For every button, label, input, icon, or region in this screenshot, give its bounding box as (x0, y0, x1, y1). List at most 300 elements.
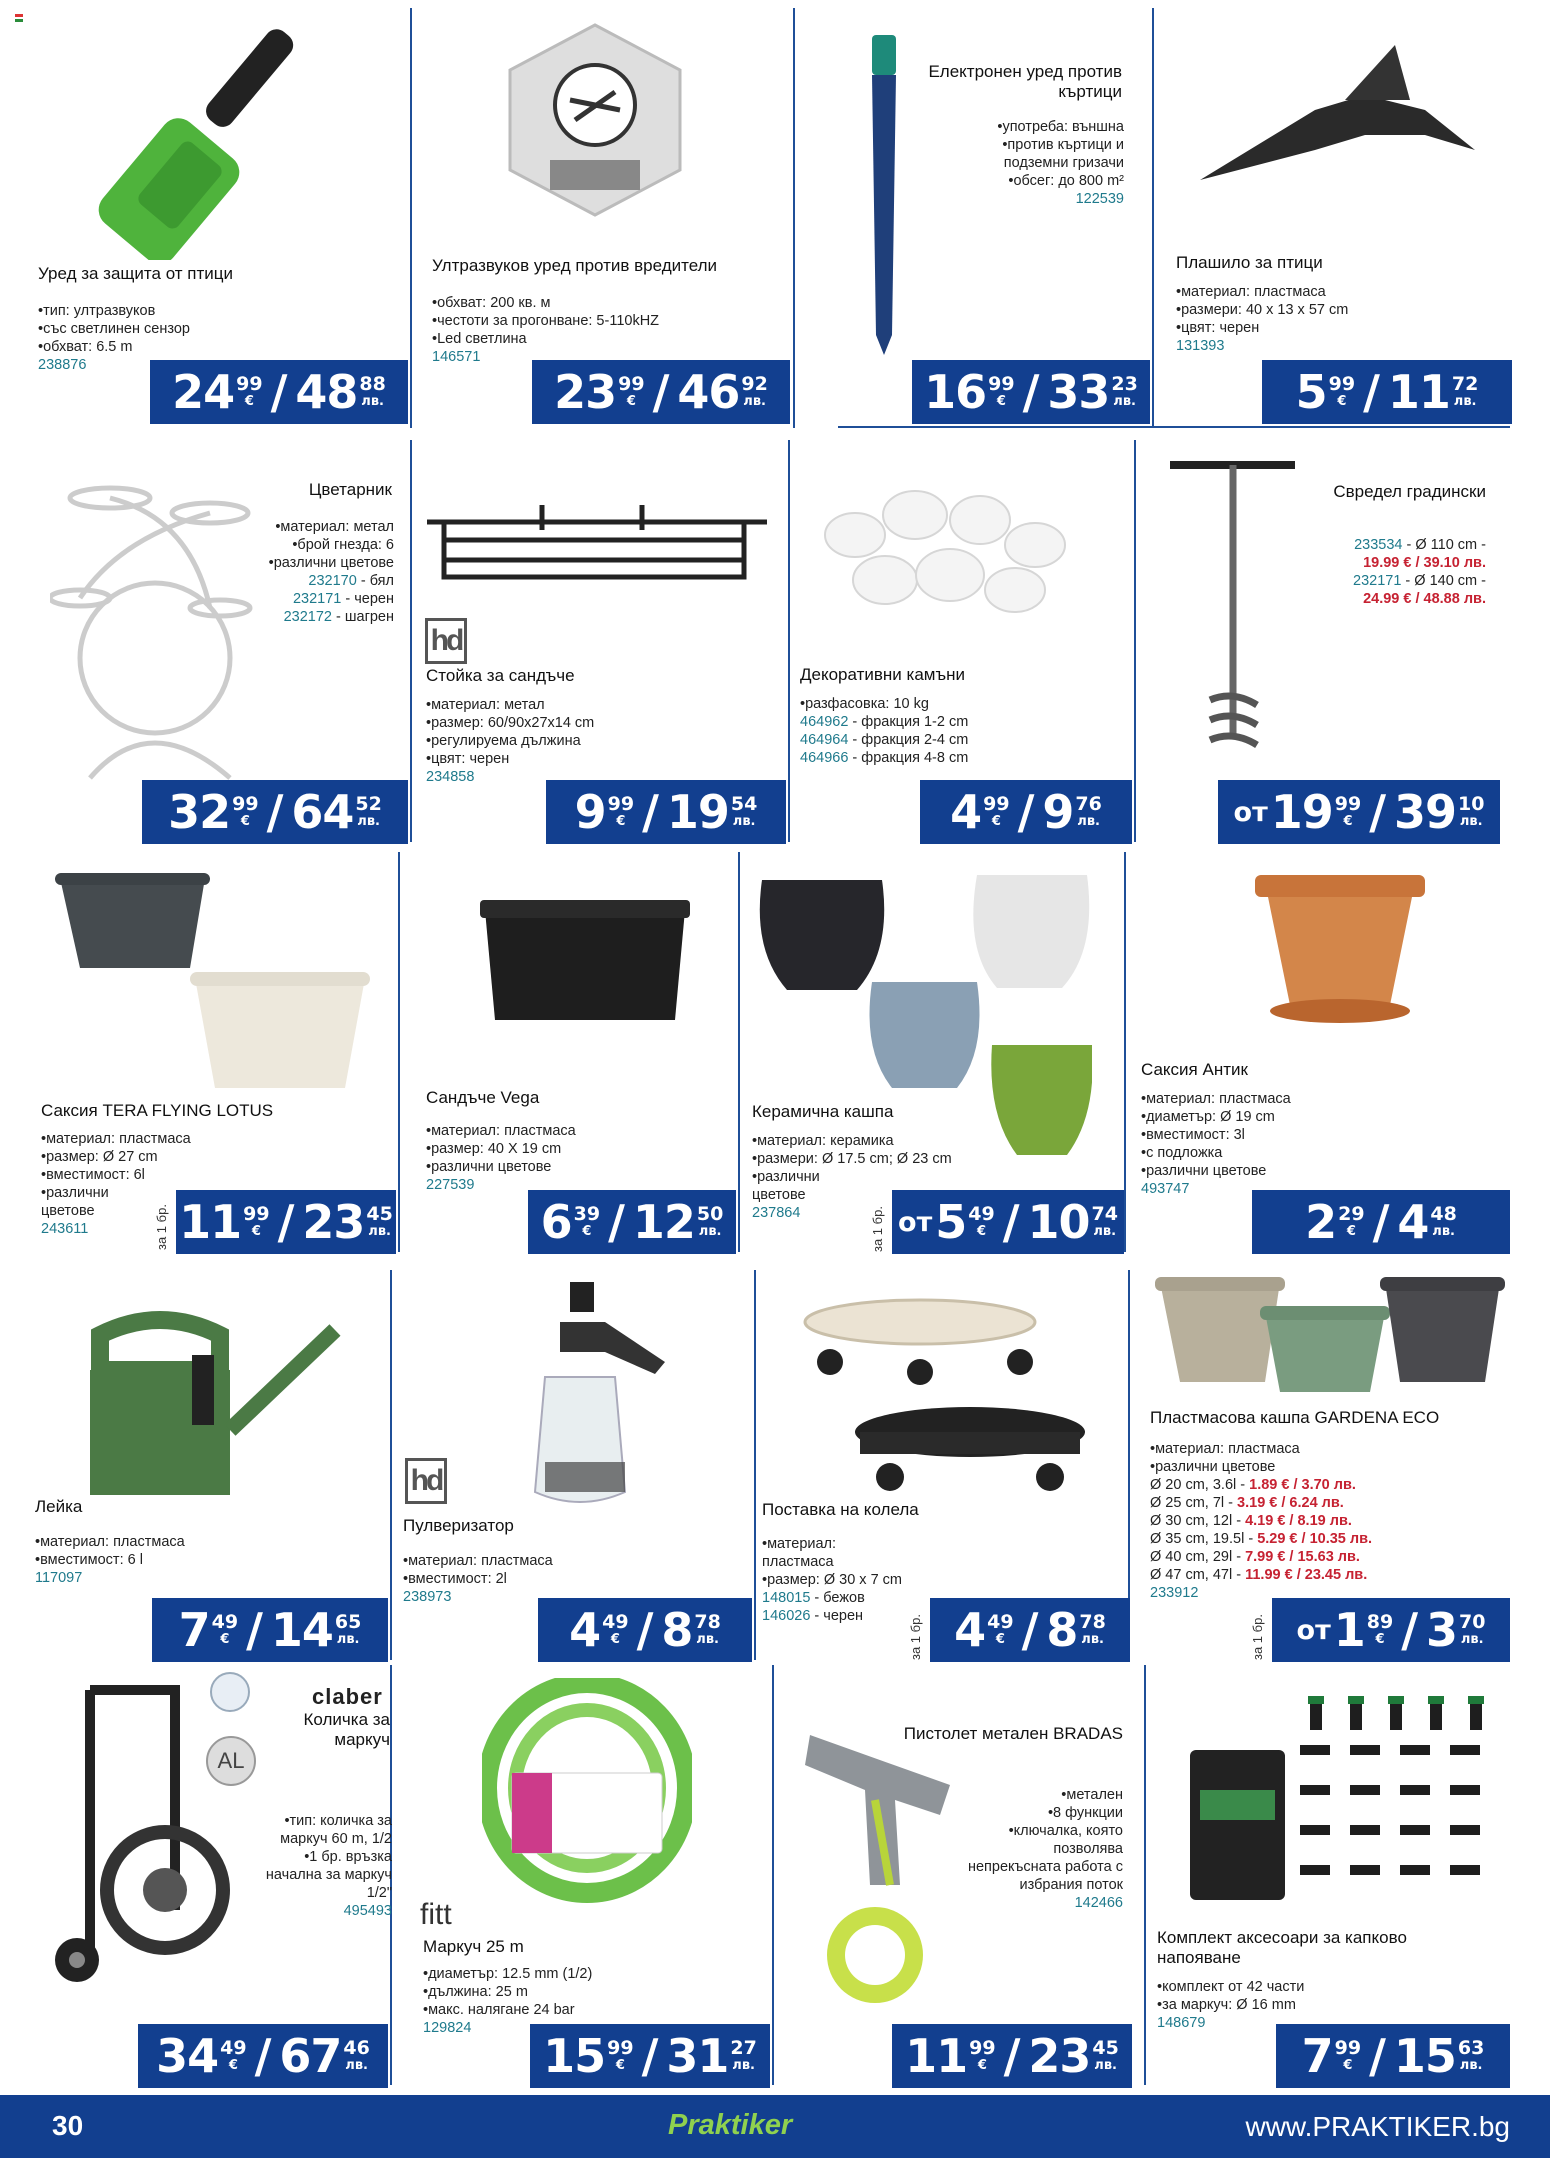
spec-line: •честоти за прогонване: 5-110kHZ (432, 313, 660, 329)
price-bgn-cents: 78 (1079, 1611, 1106, 1633)
currency-bgn: лв. (1459, 2058, 1483, 2073)
product-code: 148015 (762, 1590, 811, 1606)
price-bgn-cents: 78 (694, 1611, 721, 1633)
product-name: Маркуч 25 m (423, 1937, 524, 1956)
product-code: 464964 (800, 732, 849, 748)
website-link[interactable]: www.PRAKTIKER.bg (1245, 2111, 1510, 2142)
brand-hd-logo: hd (425, 618, 467, 664)
price-bgn-cents: 50 (696, 1203, 724, 1225)
variant-price: 19.99 € / 39.10 лв. (1363, 555, 1486, 571)
variant-label: - черен (341, 591, 394, 607)
spec-line: •материал: пластмаса (1141, 1091, 1291, 1107)
variant-price: 1.89 € / 3.70 лв. (1249, 1477, 1356, 1493)
price-bgn: 46 (677, 365, 740, 419)
per-unit-label: за 1 бр. (154, 1204, 169, 1250)
price-bgn: 3 (1426, 1603, 1458, 1657)
spec-line: •ключалка, която позволява непрекъсната работа с избрания поток (967, 1823, 1123, 1893)
variant-label: Ø 35 cm, 19.5l - (1150, 1531, 1258, 1547)
divider (410, 440, 412, 842)
spec-line: •вместимост: 6 l (35, 1552, 143, 1568)
price-bgn-cents: 27 (730, 2037, 757, 2059)
currency-bgn: лв. (336, 1632, 360, 1647)
divider (838, 426, 1510, 428)
spec-line: •метален (1061, 1787, 1123, 1803)
price-bgn: 64 (291, 785, 354, 839)
divider (772, 1665, 774, 2085)
variant-price: 3.19 € / 6.24 лв. (1237, 1495, 1344, 1511)
price-bgn: 8 (1046, 1603, 1078, 1657)
spec-line: •материал: пластмаса (403, 1553, 553, 1569)
variant-label: Ø 30 cm, 12l - (1150, 1513, 1246, 1529)
variant-label: - бежов (810, 1590, 865, 1606)
price-eur-cents: 99 (1334, 793, 1362, 815)
currency-eur: € (1343, 2058, 1353, 2073)
product-specs (1176, 283, 1506, 355)
price-bgn-cents: 46 (343, 2037, 370, 2059)
aluminium-badge-icon: AL (206, 1736, 256, 1786)
hose-cart-image (55, 1680, 245, 1990)
spec-line: •различни цветове (426, 1159, 552, 1175)
currency-eur: € (244, 394, 254, 409)
currency-eur: € (995, 1632, 1005, 1647)
currency-eur: € (1343, 814, 1353, 829)
price-bgn: 48 (295, 365, 358, 419)
product-code: 146571 (432, 349, 481, 365)
price-eur: 1 (1333, 1603, 1365, 1657)
spec-line: •комплект от 42 части (1157, 1979, 1305, 1995)
price-tag: 9 99 € / 19 54 лв. (546, 780, 786, 844)
spec-line: •обсег: до 800 m² (1008, 173, 1124, 189)
product-name: Комплект аксесоари за капково напояване (1157, 1928, 1407, 1967)
price-bgn-cents: 88 (359, 373, 386, 395)
plant-caddy-image (800, 1292, 1090, 1497)
divider (754, 1270, 756, 1660)
spec-line: •обхват: 6.5 m (38, 339, 133, 355)
variant-price: 11.99 € / 23.45 лв. (1245, 1567, 1368, 1583)
price-tag: 4 99 € / 9 76 лв. (920, 780, 1132, 844)
currency-bgn: лв. (1113, 394, 1136, 409)
spec-line: •различни цветове (268, 555, 394, 571)
price-tag: 11 99 € / 23 45 лв. (892, 2024, 1132, 2088)
price-tag: 7 49 € / 14 65 лв. (152, 1598, 388, 1662)
currency-eur: € (1346, 1224, 1356, 1239)
product-code: 129824 (423, 2020, 472, 2036)
product-code: 234858 (426, 769, 475, 785)
product-specs (432, 294, 792, 366)
product-name: Плашило за птици (1176, 253, 1323, 272)
spec-line: •8 функции (1047, 1805, 1123, 1821)
currency-bgn: лв. (1094, 2058, 1117, 2073)
variant-label: Ø 25 cm, 7l - (1150, 1495, 1238, 1511)
product-code: 232170 (308, 573, 357, 589)
price-tag: 6 39 € / 12 50 лв. (528, 1190, 736, 1254)
currency-bgn: лв. (732, 814, 756, 829)
brand-fitt-logo: fitt (420, 1898, 452, 1931)
currency-eur: € (582, 1224, 592, 1239)
price-eur-cents: 99 (983, 793, 1010, 815)
price-eur-cents: 49 (211, 1611, 239, 1633)
spec-line: •употреба: външна (997, 119, 1124, 135)
flag-mark (15, 14, 23, 22)
price-tag: 2 29 € / 4 48 лв. (1252, 1190, 1510, 1254)
tera-pots-image (55, 868, 375, 1093)
variant-label: Ø 47 cm, 47l - (1150, 1567, 1246, 1583)
spec-line: •цвят: черен (1176, 320, 1260, 336)
spec-line: •със светлинен сензор (38, 321, 190, 337)
variant-label: - фракция 2-4 cm (848, 732, 969, 748)
product-specs (240, 518, 394, 626)
currency-bgn: лв. (1460, 1632, 1484, 1647)
product-code: 148679 (1157, 2015, 1206, 2031)
product-code: 233912 (1150, 1585, 1199, 1601)
price-eur: 32 (168, 785, 231, 839)
currency-eur: € (976, 1224, 986, 1239)
product-name: Саксия Антик (1141, 1060, 1248, 1079)
decorative-stones-image (815, 475, 1075, 625)
spec-line: •тип: количка за маркуч 60 m, 1/2 (280, 1813, 392, 1847)
price-eur: 4 (569, 1603, 601, 1657)
product-specs (426, 696, 776, 786)
currency-bgn: лв. (1077, 814, 1100, 829)
currency-eur: € (251, 1224, 261, 1239)
spec-line: •вместимост: 6l (41, 1167, 145, 1183)
price-bgn: 11 (1387, 365, 1450, 419)
per-unit-label: за 1 бр. (1250, 1614, 1265, 1660)
currency-bgn: лв. (1453, 394, 1477, 409)
spec-line: •материал: пластмаса (35, 1534, 185, 1550)
price-eur: 24 (172, 365, 235, 419)
spec-line: •различни цветове (1150, 1459, 1276, 1475)
price-bgn: 31 (666, 2029, 729, 2083)
price-bgn: 19 (666, 785, 729, 839)
currency-eur: € (610, 1632, 620, 1647)
price-bgn: 23 (1028, 2029, 1091, 2083)
product-code: 237864 (752, 1205, 801, 1221)
price-eur: 34 (156, 2029, 219, 2083)
price-eur-cents: 99 (988, 373, 1015, 395)
variant-price: 7.99 € / 15.63 лв. (1245, 1549, 1360, 1565)
currency-bgn: лв. (357, 814, 380, 829)
spec-line: •диаметър: 12.5 mm (1/2) (423, 1966, 593, 1982)
currency-bgn: лв. (1093, 1224, 1117, 1239)
price-bgn-cents: 92 (741, 373, 768, 395)
variant-label: - бял (356, 573, 394, 589)
product-name: Керамична кашпа (752, 1102, 894, 1121)
product-name: Пластмасова кашпа GARDENA ECO (1150, 1408, 1440, 1427)
brand-claber-logo: claber (312, 1684, 383, 1709)
spec-line: •цвят: черен (426, 751, 510, 767)
spec-line: •дължина: 25 m (423, 1984, 528, 2000)
spec-line: •различни цветове (1141, 1163, 1267, 1179)
price-bgn: 12 (632, 1195, 695, 1249)
variant-label: - фракция 1-2 cm (848, 714, 969, 730)
spec-line: •размер: 60/90x27x14 cm (426, 715, 595, 731)
spec-line: •размер: Ø 27 cm (41, 1149, 158, 1165)
price-eur: 9 (574, 785, 606, 839)
price-bgn-cents: 63 (1457, 2037, 1485, 2059)
product-specs (952, 118, 1124, 208)
price-tag: 7 99 € / 15 63 лв. (1276, 2024, 1510, 2088)
product-specs (262, 1812, 392, 1920)
garden-hose-image (482, 1678, 692, 1908)
antique-pot-image (1250, 875, 1430, 1025)
price-eur-cents: 99 (243, 1203, 270, 1225)
divider (1152, 8, 1154, 428)
divider (738, 852, 740, 1252)
bird-repeller-image (85, 25, 315, 260)
spec-line: •вместимост: 2l (403, 1571, 507, 1587)
product-code: 233534 (1354, 537, 1403, 553)
spec-line: •тип: ултразвуков (38, 303, 156, 319)
spec-line: •регулируема дължина (426, 733, 581, 749)
product-specs (800, 695, 1130, 767)
price-bgn-cents: 65 (334, 1611, 362, 1633)
product-specs (426, 1122, 736, 1194)
crow-scarer-image (1195, 40, 1485, 190)
product-code: 464962 (800, 714, 849, 730)
currency-eur: € (977, 2058, 987, 2073)
variant-price: 5.29 € / 10.35 лв. (1257, 1531, 1373, 1547)
product-name: Количка за маркуч (303, 1710, 390, 1749)
spec-line: •материал: метал (426, 697, 545, 713)
price-eur: 15 (543, 2029, 606, 2083)
vega-box-image (480, 895, 690, 1025)
variant-price: 24.99 € / 48.88 лв. (1363, 591, 1486, 607)
price-bgn: 9 (1042, 785, 1074, 839)
product-code: 232172 (283, 609, 332, 625)
spec-line: •с подложка (1141, 1145, 1223, 1161)
product-code: 238973 (403, 1589, 452, 1605)
price-eur-cents: 99 (618, 373, 645, 395)
spec-line: •различни цветове (752, 1169, 820, 1203)
price-bgn-cents: 74 (1091, 1203, 1118, 1225)
price-tag: 34 49 € / 67 46 лв. (138, 2024, 388, 2088)
price-bgn-cents: 72 (1451, 373, 1479, 395)
product-code: 142466 (1074, 1895, 1123, 1911)
price-bgn-cents: 10 (1458, 793, 1485, 815)
price-bgn: 33 (1047, 365, 1110, 419)
product-name: Поставка на колела (762, 1500, 919, 1519)
currency-bgn: лв. (345, 2058, 368, 2073)
brand-hd-logo: hd (405, 1458, 447, 1504)
product-code: 495493 (343, 1903, 392, 1919)
currency-bgn: лв. (696, 1632, 719, 1647)
product-code: 243611 (41, 1221, 89, 1237)
spec-line: •материал: пластмаса (762, 1536, 837, 1570)
product-code: 122539 (1075, 191, 1124, 207)
spec-line: •материал: пластмаса (1176, 284, 1326, 300)
praktiker-logo: Praktiker (668, 2109, 793, 2141)
currency-eur: € (220, 1632, 230, 1647)
product-code: 131393 (1176, 338, 1225, 354)
spec-line: •материал: пластмаса (41, 1131, 191, 1147)
spec-line: •размер: 40 X 19 cm (426, 1141, 562, 1157)
price-eur: 4 (954, 1603, 986, 1657)
price-eur: 19 (1270, 785, 1333, 839)
divider (1134, 440, 1136, 842)
price-bgn: 8 (661, 1603, 693, 1657)
product-code: 146026 (762, 1608, 811, 1624)
product-name: Декоративни камъни (800, 665, 965, 684)
spec-line: •вместимост: 3l (1141, 1127, 1245, 1143)
currency-bgn: лв. (1459, 814, 1483, 829)
price-tag: 4 49 € / 8 78 лв. (538, 1598, 752, 1662)
currency-bgn: лв. (1081, 1632, 1104, 1647)
product-specs (1210, 536, 1486, 608)
currency-eur: € (1337, 394, 1347, 409)
price-eur-cents: 99 (607, 2037, 634, 2059)
divider (398, 852, 400, 1252)
spec-line: •1 бр. връзка начална за маркуч 1/2" (265, 1849, 392, 1901)
variant-label: - Ø 140 cm - (1401, 573, 1486, 589)
product-code: 238876 (38, 357, 87, 373)
price-tag: 4 49 € / 8 78 лв. (930, 1598, 1130, 1662)
currency-eur: € (1375, 1632, 1385, 1647)
per-unit-label: за 1 бр. (908, 1614, 923, 1660)
spec-line: •материал: пластмаса (426, 1123, 576, 1139)
spec-line: •размери: Ø 17.5 cm; Ø 23 cm (752, 1151, 952, 1167)
product-name: Уред за защита от птици (38, 264, 234, 283)
price-tag: 15 99 € / 31 27 лв. (530, 2024, 770, 2088)
currency-eur: € (996, 394, 1006, 409)
currency-eur: € (615, 2058, 625, 2073)
spec-line: •размер: Ø 30 x 7 cm (762, 1572, 903, 1588)
currency-bgn: лв. (1432, 1224, 1455, 1239)
price-bgn: 10 (1027, 1195, 1090, 1249)
product-specs (960, 1786, 1123, 1912)
price-tag: 32 99 € / 64 52 лв. (142, 780, 408, 844)
price-tag: от 1 89 € / 3 70 лв. (1272, 1598, 1510, 1662)
product-specs (1150, 1440, 1510, 1602)
price-bgn-cents: 70 (1459, 1611, 1486, 1633)
price-eur: 5 (935, 1195, 967, 1249)
price-eur: 7 (1301, 2029, 1333, 2083)
spec-line: •различни цветове (41, 1185, 109, 1219)
spec-line: •размери: 40 х 13 х 57 cm (1176, 302, 1349, 318)
price-tag: 24 99 € / 48 88 лв. (150, 360, 408, 424)
price-bgn: 15 (1393, 2029, 1456, 2083)
price-prefix: от (1233, 796, 1268, 828)
variant-label: - черен (810, 1608, 864, 1624)
product-name: Саксия TERA FLYING LOTUS (41, 1101, 274, 1120)
currency-bgn: лв. (743, 394, 766, 409)
price-eur-cents: 99 (1334, 2037, 1362, 2059)
price-bgn: 39 (1394, 785, 1457, 839)
price-eur: 11 (179, 1195, 242, 1249)
price-tag: от 5 49 € / 10 74 лв. (892, 1190, 1124, 1254)
product-name: Лейка (35, 1497, 83, 1516)
mole-repeller-image (860, 35, 910, 355)
currency-bgn: лв. (698, 1224, 722, 1239)
price-eur-cents: 29 (1338, 1203, 1365, 1225)
variant-label: - фракция 4-8 cm (848, 750, 969, 766)
price-eur: 16 (924, 365, 987, 419)
price-tag: 16 99 € / 33 23 лв. (912, 360, 1150, 424)
ultrasonic-repeller-image (495, 20, 695, 220)
watering-can-image (80, 1310, 350, 1495)
price-prefix: от (1296, 1614, 1331, 1646)
price-eur-cents: 49 (220, 2037, 247, 2059)
variant-label: - шагрен (331, 609, 394, 625)
price-tag: от 19 99 € / 39 10 лв. (1218, 780, 1500, 844)
variant-label: - Ø 110 cm - (1402, 537, 1486, 553)
price-bgn: 67 (279, 2029, 342, 2083)
product-specs (35, 1533, 335, 1587)
price-bgn: 23 (302, 1195, 365, 1249)
divider (390, 1270, 392, 1660)
currency-bgn: лв. (732, 2058, 755, 2073)
currency-bgn: лв. (368, 1224, 391, 1239)
product-name: Цветарник (308, 480, 392, 499)
spec-line: •материал: метал (275, 519, 394, 535)
spec-line: •разфасовка: 10 kg (800, 696, 929, 712)
price-bgn-cents: 54 (730, 793, 758, 815)
spec-line: •против къртици и подземни гризачи (1002, 137, 1124, 171)
spec-line: •макс. налягане 24 bar (423, 2002, 575, 2018)
price-eur-cents: 89 (1366, 1611, 1394, 1633)
currency-eur: € (616, 814, 626, 829)
price-tag: 23 99 € / 46 92 лв. (532, 360, 790, 424)
price-eur-cents: 49 (602, 1611, 629, 1633)
page-number: 30 (52, 2110, 84, 2141)
price-eur-cents: 99 (607, 793, 635, 815)
price-eur: 7 (178, 1603, 210, 1657)
price-bgn-cents: 23 (1111, 373, 1138, 395)
spec-line: •за маркуч: Ø 16 mm (1157, 1997, 1296, 2013)
price-eur: 23 (554, 365, 617, 419)
flower-stand-image (50, 478, 260, 788)
product-name: Свредел градински (1333, 482, 1486, 501)
product-name: Сандъче Vega (426, 1088, 540, 1107)
price-bgn-cents: 45 (1092, 2037, 1119, 2059)
drip-kit-image (1190, 1690, 1510, 1920)
price-bgn: 14 (270, 1603, 333, 1657)
divider (788, 440, 790, 842)
product-code: 117097 (35, 1570, 83, 1586)
price-tag: 5 99 € / 11 72 лв. (1262, 360, 1512, 424)
product-code: 493747 (1141, 1181, 1190, 1197)
price-eur-cents: 49 (968, 1203, 995, 1225)
garden-auger-image (1165, 455, 1345, 785)
price-eur: 6 (540, 1195, 572, 1249)
price-prefix: от (898, 1206, 933, 1238)
divider (1144, 1665, 1146, 2085)
price-bgn-cents: 52 (355, 793, 382, 815)
price-eur-cents: 99 (236, 373, 263, 395)
product-name: Пулверизатор (403, 1516, 514, 1535)
window-box-stand-image (422, 500, 772, 590)
price-bgn-cents: 45 (366, 1203, 393, 1225)
price-tag: 11 99 € / 23 45 лв. (176, 1190, 396, 1254)
currency-eur: € (626, 394, 636, 409)
spec-line: •обхват: 200 кв. м (432, 295, 551, 311)
currency-bgn: лв. (361, 394, 384, 409)
product-code: 232171 (1353, 573, 1402, 589)
price-eur: 2 (1305, 1195, 1337, 1249)
spec-line: •диаметър: Ø 19 cm (1141, 1109, 1275, 1125)
product-code: 227539 (426, 1177, 475, 1193)
price-bgn-cents: 76 (1075, 793, 1102, 815)
quick-click-icon (210, 1672, 250, 1712)
footer-bar (0, 2095, 1550, 2158)
product-name: Ултразвуков уред против вредители (432, 256, 718, 275)
price-bgn-cents: 48 (1430, 1203, 1457, 1225)
price-eur-cents: 49 (987, 1611, 1014, 1633)
spec-line: •Led светлина (432, 331, 527, 347)
variant-label: Ø 40 cm, 29l - (1150, 1549, 1246, 1565)
product-name: Пистолет метален BRADAS (903, 1724, 1123, 1743)
divider (1124, 852, 1126, 1252)
